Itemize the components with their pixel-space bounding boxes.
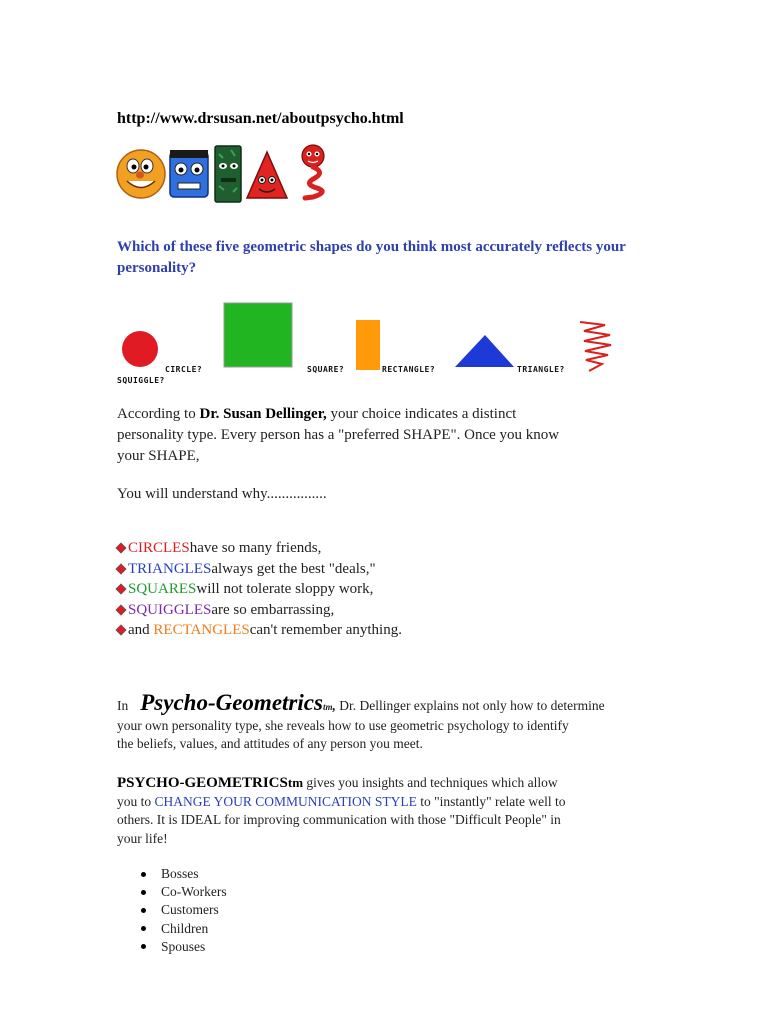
in-word: In: [117, 698, 129, 713]
psycho-geometrics-paragraph: [117, 690, 637, 754]
list-item-label: Bosses: [161, 866, 199, 881]
list-item: [141, 865, 227, 883]
square-shape: [224, 303, 292, 367]
red-gem-bullet-icon: [115, 583, 127, 595]
psycho-line3: the beliefs, values, and attitudes of any person you meet.: [117, 736, 423, 751]
change-style-link[interactable]: CHANGE YOUR COMMUNICATION STYLE: [154, 793, 417, 809]
shapes-graphic: [110, 298, 630, 388]
reason-squares: [115, 579, 402, 600]
bullet-dot-icon: [141, 872, 146, 877]
triangle-label: TRIANGLE?: [517, 365, 565, 374]
blue-square-face-icon: [170, 150, 208, 197]
intro-line3: your SHAPE,: [117, 448, 200, 464]
reason-circles: [115, 538, 402, 559]
rectangle-label: RECTANGLE?: [382, 365, 436, 374]
green-rectangle-face-icon: [215, 146, 241, 202]
source-url[interactable]: http://www.drsusan.net/aboutpsycho.html: [117, 110, 404, 127]
insights-line2-prefix: you to: [117, 793, 155, 809]
triangles-text: always get the best "deals,": [211, 560, 376, 577]
audience-list: [141, 865, 227, 956]
list-item: [141, 920, 227, 938]
shape-question: Which of these five geometric shapes do you think most accurately reflects your personality?: [117, 239, 626, 276]
list-item-label: Customers: [161, 902, 219, 918]
red-squiggle-face-icon: [302, 145, 324, 198]
insights-paragraph: [117, 774, 637, 848]
list-item-label: Children: [161, 920, 209, 936]
circles-text: have so many friends,: [189, 540, 322, 556]
list-item: [141, 938, 227, 956]
intro-line1-rest: your choice indicates a distinct: [326, 406, 517, 422]
circle-label: CIRCLE?: [165, 365, 203, 374]
squiggle-label: SQUIGGLE?: [117, 376, 165, 385]
red-gem-bullet-icon: [115, 624, 127, 636]
reasons-list: [115, 538, 402, 641]
psycho-line1-rest: Dr. Dellinger explains not only how to determine: [335, 698, 605, 713]
intro-prefix: According to: [117, 406, 200, 422]
rectangles-prefix: and: [128, 622, 154, 638]
psycho-caps-tm: tm: [287, 775, 304, 790]
shapes-row: [110, 298, 630, 388]
triangles-keyword: TRIANGLES: [128, 560, 212, 577]
bullet-dot-icon: [141, 944, 146, 949]
red-triangle-face-icon: [247, 152, 287, 198]
title-comma: ,: [332, 698, 336, 713]
psycho-caps-title: PSYCHO-GEOMETRICS: [117, 775, 288, 791]
red-gem-bullet-icon: [115, 563, 127, 575]
rectangle-shape: [356, 320, 380, 370]
intro-paragraph: [117, 404, 637, 467]
square-label: SQUARE?: [307, 365, 345, 374]
rectangles-text: can't remember anything.: [249, 622, 402, 638]
squiggles-keyword: SQUIGGLES: [128, 601, 212, 618]
intro-line2: personality type. Every person has a "preferred SHAPE". Once you know: [117, 427, 560, 443]
insights-line4: your life!: [117, 830, 168, 846]
insights-line3: others. It is IDEAL for improving communication with those "Difficult People" in: [117, 812, 561, 827]
psycho-geometrics-title: Psycho-Geometrics: [140, 690, 323, 715]
bullet-dot-icon: [141, 908, 146, 913]
bullet-dot-icon: [141, 926, 146, 931]
triangle-shape: [455, 335, 514, 367]
insights-line1-rest: gives you insights and techniques which allow: [303, 775, 558, 790]
insights-line2-rest: to "instantly" relate well to: [416, 793, 566, 809]
reason-rectangles: [115, 620, 402, 641]
squiggle-shape: [580, 322, 611, 371]
shape-characters-illustration: [115, 142, 335, 204]
red-gem-bullet-icon: [115, 542, 127, 554]
circles-keyword: CIRCLES: [128, 540, 190, 556]
squares-keyword: SQUARES: [128, 581, 197, 597]
understand-line: You will understand why................: [117, 486, 327, 502]
reason-triangles: [115, 559, 402, 580]
reason-squiggles: [115, 600, 402, 621]
author-name: Dr. Susan Dellinger,: [199, 406, 327, 422]
trademark-mark: tm: [322, 702, 333, 712]
red-gem-bullet-icon: [115, 604, 127, 616]
smiling-circle-face-icon: [117, 150, 165, 198]
list-item-label: Co-Workers: [161, 884, 227, 900]
squares-text: will not tolerate sloppy work,: [196, 581, 374, 597]
squiggles-text: are so embarrassing,: [211, 601, 335, 618]
list-item: [141, 883, 227, 901]
list-item: [141, 901, 227, 919]
psycho-line2: your own personality type, she reveals how to use geometric psychology to identify: [117, 717, 569, 733]
circle-shape: [122, 331, 158, 367]
list-item-label: Spouses: [161, 938, 206, 954]
bullet-dot-icon: [141, 890, 146, 895]
rectangles-keyword: RECTANGLES: [153, 622, 250, 638]
